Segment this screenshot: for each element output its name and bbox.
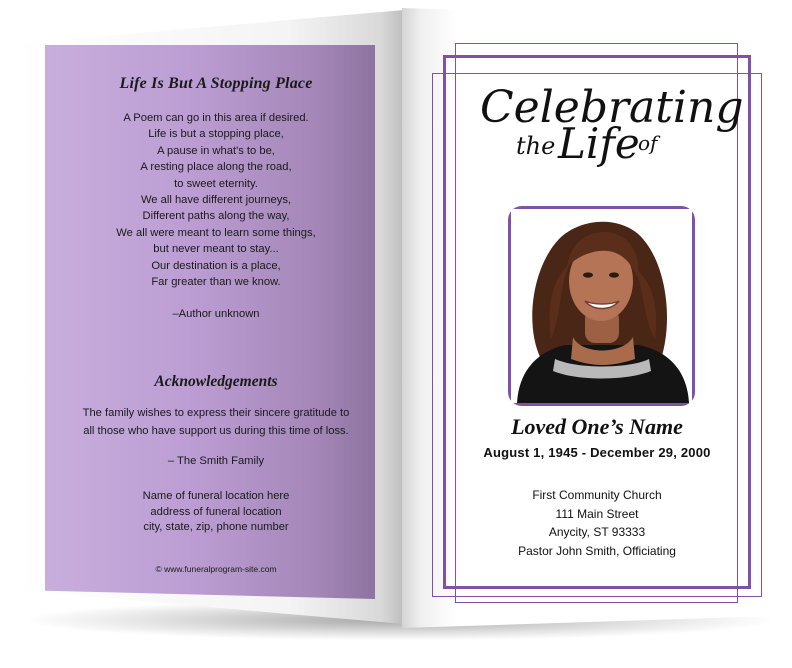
portrait-photo-icon	[511, 209, 692, 403]
poem-title: Life Is But A Stopping Place	[119, 75, 313, 92]
acknowledgements-signoff: – The Smith Family	[167, 455, 265, 467]
header-the: the	[516, 132, 556, 160]
acknowledgements-line: The family wishes to express their sincere gratitude to	[82, 407, 350, 419]
poem-line: to sweet eternity.	[174, 177, 258, 190]
poem-line: A pause in what's to be,	[157, 144, 275, 157]
poem-line: A resting place along the road,	[140, 161, 292, 174]
funeral-location	[45, 489, 387, 536]
life-dates: August 1, 1945 - December 29, 2000	[483, 445, 711, 460]
poem-line: We all were meant to learn some things,	[116, 226, 316, 239]
service-line: Pastor John Smith, Officiating	[518, 543, 676, 558]
website-credit: © www.funeralprogram-site.com	[155, 564, 277, 574]
acknowledgements-line: all those who have support us during this time of loss.	[83, 424, 349, 437]
header-celebrating: Celebrating	[480, 82, 744, 133]
poem-text	[45, 110, 387, 290]
location-line: Name of funeral location here	[142, 490, 290, 502]
poem-line: A Poem can go in this area if desired.	[123, 112, 309, 124]
service-line: Anycity, ST 93333	[548, 525, 646, 539]
portrait-photo-frame	[508, 206, 695, 406]
location-line: city, state, zip, phone number	[143, 521, 289, 533]
acknowledgements-text	[45, 405, 387, 440]
poem-panel-content	[45, 45, 387, 599]
service-details	[443, 486, 751, 560]
header-life: Life	[558, 119, 640, 168]
poem-line: We all have different journeys,	[140, 194, 292, 207]
poem-line: Life is but a stopping place,	[148, 128, 284, 141]
location-line: address of funeral location	[150, 505, 282, 518]
service-line: First Community Church	[532, 488, 662, 502]
poem-line: Our destination is a place,	[151, 259, 281, 272]
poem-line: Far greater than we know.	[151, 276, 281, 289]
poem-author: –Author unknown	[172, 308, 260, 320]
poem-line: Different paths along the way,	[142, 210, 290, 223]
celebrating-the-life-of-header	[476, 76, 744, 168]
service-line: 111 Main Street	[555, 506, 639, 521]
header-of: of	[638, 131, 658, 155]
poem-line: but never meant to stay...	[153, 243, 279, 256]
acknowledgements-title: Acknowledgements	[154, 373, 278, 390]
loved-one-name: Loved One’s Name	[511, 414, 683, 439]
